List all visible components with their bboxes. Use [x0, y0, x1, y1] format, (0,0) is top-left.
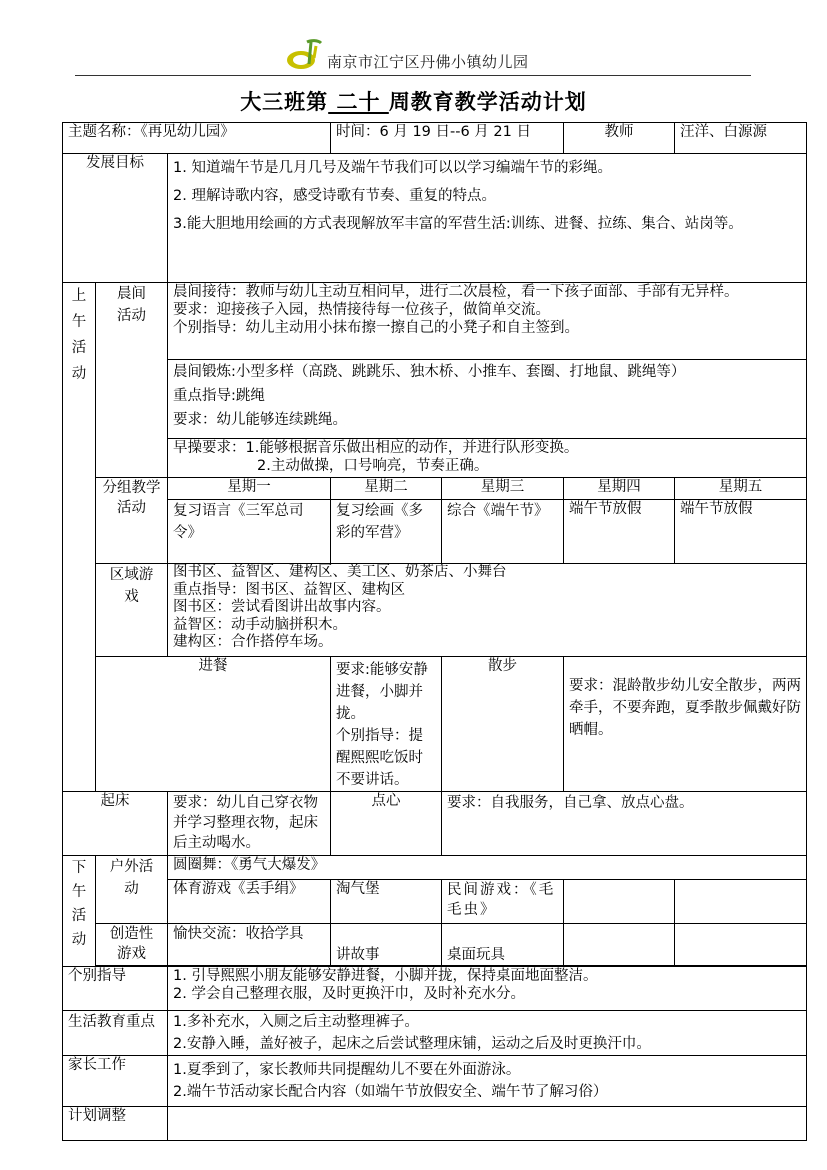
circle-dance: 圆圈舞：《勇气大爆发》	[168, 856, 807, 880]
outdoor-tue: 淘气堡	[331, 880, 442, 924]
individual-content	[168, 967, 807, 1011]
individual-row	[63, 967, 807, 1011]
parents-line: 1.夏季到了，家长教师共同提醒幼儿不要在外面游泳。	[173, 1062, 521, 1078]
snack-requirement: 要求：自我服务，自己拿、放点心盘。	[442, 792, 807, 856]
outdoor-mon: 体育游戏《丢手绢》	[168, 880, 331, 924]
outdoor-thu	[564, 880, 675, 924]
creative-mon: 愉快交流：收拾学具	[168, 924, 331, 966]
group-activity-wed: 综合《端午节》	[442, 500, 564, 564]
morning-drill	[168, 439, 807, 478]
creative-wed: 桌面玩具	[442, 924, 564, 966]
wake-label: 起床	[63, 792, 168, 856]
kindergarten-logo-icon	[285, 38, 325, 72]
weekday-wed: 星期三	[442, 478, 564, 500]
afternoon-section-label: 下午活动	[63, 856, 96, 967]
reception-line: 个别指导：幼儿主动用小抹布擦一擦自己的小凳子和自主签到。	[173, 320, 579, 336]
area-line: 益智区：动手动脑拼积木。	[173, 616, 347, 633]
plan-table	[62, 122, 807, 1141]
drill-line: 早操要求：1.能够根据音乐做出相应的动作，并进行队形变换。	[173, 440, 579, 456]
goal-item: 3.能大胆地用绘画的方式表现解放军丰富的军营生活:训练、进餐、拉练、集合、站岗等。	[173, 216, 743, 232]
life-line: 1.多补充水，入厕之后主动整理裤子。	[173, 1014, 419, 1030]
weekday-tue: 星期二	[331, 478, 442, 500]
outdoor-row	[63, 880, 807, 924]
adjust-label: 计划调整	[63, 1107, 168, 1141]
individual-line: 2. 学会自己整理衣服，及时更换汗巾，及时补充水分。	[173, 986, 525, 1002]
area-game-row	[63, 564, 807, 657]
group-activity-tue: 复习绘画《多彩的军营》	[331, 500, 442, 564]
creative-game-label: 创造性游戏	[96, 924, 168, 966]
school-name: 南京市江宁区丹佛小镇幼儿园	[327, 53, 529, 71]
area-line: 图书区：尝试看图讲出故事内容。	[173, 599, 391, 615]
outdoor-wed: 民间游戏：《毛毛虫》	[442, 880, 564, 924]
goal-item: 2. 理解诗歌内容，感受诗歌有节奏、重复的特点。	[173, 188, 496, 204]
parents-row	[63, 1056, 807, 1107]
time-range: 时间：6 月 19 日--6 月 21 日	[331, 123, 564, 154]
teacher-names: 汪洋、白源源	[675, 123, 807, 154]
meal-line: 要求:能够安静进餐，小脚并拢。	[336, 662, 428, 722]
meal-label: 进餐	[96, 657, 331, 792]
goals-label: 发展目标	[63, 154, 168, 283]
creative-tue: 讲故事	[331, 924, 442, 966]
parents-line: 2.端午节活动家长配合内容（如端午节放假安全、端午节了解习俗）	[173, 1084, 608, 1100]
header-divider	[75, 75, 751, 76]
morning-exercise-row	[63, 360, 807, 439]
adjust-content[interactable]	[168, 1107, 807, 1141]
snack-label: 点心	[331, 792, 442, 856]
outdoor-activity-label: 户外活动	[96, 856, 168, 924]
group-activity-label: 分组教学活动	[96, 478, 168, 564]
reception-line: 要求：迎接孩子入园，热情接待每一位孩子，做简单交流。	[173, 302, 550, 318]
area-line: 建构区：合作搭停车场。	[173, 634, 333, 650]
walk-requirement: 要求：混龄散步幼儿安全散步，两两牵手，不要奔跑，夏季散步佩戴好防晒帽。	[564, 657, 807, 792]
weekday-thu: 星期四	[564, 478, 675, 500]
title-week: 二十	[336, 90, 381, 114]
creative-fri	[675, 924, 807, 966]
life-line: 2.安静入睡，盖好被子，起床之后尝试整理床铺，运动之后及时更换汗巾。	[173, 1036, 651, 1052]
goal-item: 1. 知道端午节是几月几号及端午节我们可以以学习编端午节的彩绳。	[173, 160, 612, 176]
group-activity-fri: 端午节放假	[675, 500, 807, 564]
weekday-row	[63, 478, 807, 500]
dance-row	[63, 856, 807, 880]
individual-line: 1. 引导熙熙小朋友能够安静进餐，小脚并拢，保持桌面地面整洁。	[173, 968, 598, 984]
page-header	[0, 38, 827, 78]
wake-requirement: 要求：幼儿自己穿衣物并学习整理衣物，起床后主动喝水。	[168, 792, 331, 856]
exercise-line: 要求：幼儿能够连续跳绳。	[173, 412, 347, 428]
exercise-line: 重点指导:跳绳	[173, 388, 265, 404]
drill-line: 2.主动做操，口号响亮，节奏正确。	[257, 458, 489, 474]
weekday-fri: 星期五	[675, 478, 807, 500]
group-activity-mon: 复习语言《三军总司令》	[168, 500, 331, 564]
reception-line: 晨间接待：教师与幼儿主动互相问早，进行二次晨检，看一下孩子面部、手部有无异样。	[173, 284, 739, 300]
adjust-row	[63, 1107, 807, 1141]
individual-label: 个别指导	[63, 967, 168, 1011]
theme-name: 主题名称：《再见幼儿园》	[63, 123, 331, 154]
walk-label: 散步	[442, 657, 564, 792]
meal-line: 个别指导：提醒熙熙吃饭时不要讲话。	[336, 728, 423, 788]
morning-exercise	[168, 360, 807, 439]
life-label: 生活教育重点	[63, 1011, 168, 1056]
area-line: 图书区、益智区、建构区、美工区、奶茶店、小舞台	[173, 564, 507, 580]
morning-activity-label: 晨间活动	[96, 283, 168, 478]
morning-drill-row	[63, 439, 807, 478]
area-line: 重点指导：图书区、益智区、建构区	[173, 581, 405, 598]
group-activity-thu: 端午节放假	[564, 500, 675, 564]
teacher-label: 教师	[564, 123, 675, 154]
weekday-mon: 星期一	[168, 478, 331, 500]
morning-section-label: 上午活动	[63, 283, 96, 792]
goals-content	[168, 154, 807, 283]
exercise-line: 晨间锻炼:小型多样（高跷、跳跳乐、独木桥、小推车、套圈、打地鼠、跳绳等）	[173, 364, 686, 380]
goals-row	[63, 154, 807, 283]
creative-row	[63, 924, 807, 966]
morning-reception-row	[63, 283, 807, 360]
parents-label: 家长工作	[63, 1056, 168, 1107]
page-title	[0, 86, 827, 116]
morning-reception	[168, 283, 807, 360]
group-activity-row	[63, 500, 807, 564]
theme-row	[63, 123, 807, 154]
creative-thu	[564, 924, 675, 966]
outdoor-fri	[675, 880, 807, 924]
life-row	[63, 1011, 807, 1056]
title-prefix: 大三班第	[240, 90, 329, 114]
life-content	[168, 1011, 807, 1056]
area-game-content	[168, 564, 807, 657]
title-suffix: 周教育教学活动计划	[388, 90, 587, 114]
meal-requirement	[331, 657, 442, 792]
parents-content	[168, 1056, 807, 1107]
wake-row	[63, 792, 807, 856]
area-game-label: 区域游戏	[96, 564, 168, 657]
meal-row	[63, 657, 807, 792]
